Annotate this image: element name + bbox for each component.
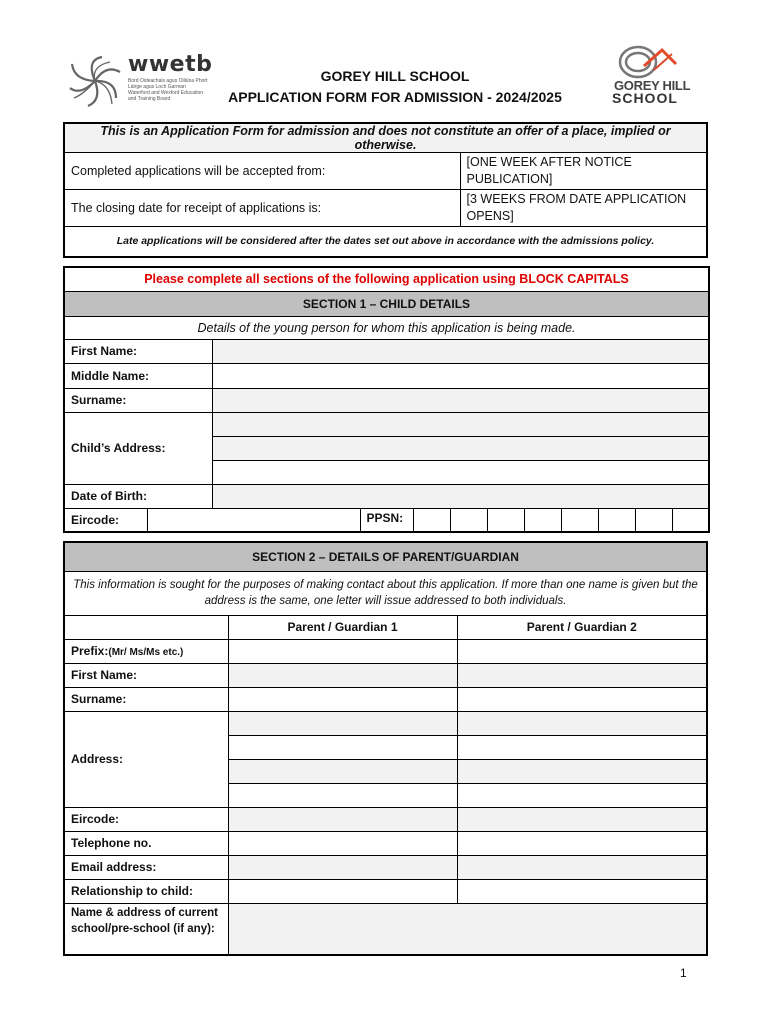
late-applications-note: Late applications will be considered after the dates set out above in accordance with the admissions policy.: [64, 227, 707, 257]
guardian1-prefix-field[interactable]: [228, 639, 457, 663]
child-eircode-field[interactable]: [147, 508, 360, 532]
telephone-label: Telephone no.: [64, 831, 228, 855]
middle-name-label: Middle Name:: [64, 363, 212, 388]
guardian2-telephone-field[interactable]: [457, 831, 707, 855]
ppsn-box[interactable]: [561, 508, 598, 532]
ppsn-label: PPSN:: [360, 508, 413, 532]
guardian2-address-line[interactable]: [457, 711, 707, 735]
section2-description: This information is sought for the purposes of making contact about this application. If more than one name is given but the address is the same, one letter will issue addressed to both individuals.: [64, 571, 707, 615]
guardian-address-label: Address:: [64, 711, 228, 807]
child-surname-field[interactable]: [212, 388, 709, 412]
section2-heading: SECTION 2 – DETAILS OF PARENT/GUARDIAN: [64, 542, 707, 571]
surname-label: Surname:: [64, 388, 212, 412]
ppsn-box[interactable]: [450, 508, 487, 532]
eircode-label: Eircode:: [64, 508, 147, 532]
guardian1-relationship-field[interactable]: [228, 879, 457, 903]
child-address-line-1[interactable]: [212, 412, 709, 436]
dob-label: Date of Birth:: [64, 484, 212, 508]
guardian1-email-field[interactable]: [228, 855, 457, 879]
guardian2-relationship-field[interactable]: [457, 879, 707, 903]
school-text: SCHOOL: [612, 90, 678, 106]
guardian2-email-field[interactable]: [457, 855, 707, 879]
guardian1-header: Parent / Guardian 1: [228, 615, 457, 639]
current-school-label: Name & address of current school/pre-school (if any):: [64, 903, 228, 955]
ppsn-box[interactable]: [672, 508, 709, 532]
wwetb-subtitle: Bord Oideachais agus Oiliúna Phort Láirge agus Loch Garman Waterford and Wexford Education and Training Board: [128, 78, 208, 102]
child-address-line-2[interactable]: [212, 436, 709, 460]
section2-table: [63, 541, 708, 956]
prefix-hint: (Mr/ Ms/Ms etc.): [108, 647, 184, 658]
child-address-line-3[interactable]: [212, 460, 709, 484]
guardian1-address-line[interactable]: [228, 783, 457, 807]
guardian1-address-line[interactable]: [228, 735, 457, 759]
guardian-eircode-label: Eircode:: [64, 807, 228, 831]
guardian1-first-name-field[interactable]: [228, 663, 457, 687]
prefix-label-text: Prefix:: [71, 644, 109, 658]
child-middle-name-field[interactable]: [212, 363, 709, 388]
intro-table: [63, 122, 708, 258]
ppsn-box[interactable]: [524, 508, 561, 532]
closing-date-value: [3 WEEKS FROM DATE APPLICATION OPENS]: [460, 190, 707, 227]
section1-description: Details of the young person for whom this application is being made.: [64, 316, 709, 339]
guardian-surname-label: Surname:: [64, 687, 228, 711]
child-address-label: Child’s Address:: [64, 412, 212, 484]
gorey-hill-text: GOREY HILL: [614, 78, 691, 93]
prefix-label: [64, 639, 228, 663]
section1-heading: SECTION 1 – CHILD DETAILS: [64, 291, 709, 316]
current-school-field[interactable]: [228, 903, 707, 955]
relationship-label: Relationship to child:: [64, 879, 228, 903]
child-first-name-field[interactable]: [212, 339, 709, 363]
title-line-2: APPLICATION FORM FOR ADMISSION - 2024/2025: [228, 89, 562, 105]
guardian1-address-line[interactable]: [228, 711, 457, 735]
guardian1-address-line[interactable]: [228, 759, 457, 783]
page-number: 1: [680, 966, 687, 980]
section1-table: [63, 266, 710, 533]
guardian2-address-line[interactable]: [457, 783, 707, 807]
guardian2-first-name-field[interactable]: [457, 663, 707, 687]
page-header: [0, 0, 770, 120]
title-line-1: GOREY HILL SCHOOL: [320, 68, 470, 84]
guardian1-eircode-field[interactable]: [228, 807, 457, 831]
guardian2-surname-field[interactable]: [457, 687, 707, 711]
closing-date-label: The closing date for receipt of applications is:: [64, 190, 460, 227]
block-capitals-instruction: Please complete all sections of the following application using BLOCK CAPITALS: [64, 267, 709, 291]
swirl-logo-icon: [66, 54, 124, 108]
child-dob-field[interactable]: [212, 484, 709, 508]
guardian2-header: Parent / Guardian 2: [457, 615, 707, 639]
ppsn-box[interactable]: [413, 508, 450, 532]
first-name-label: First Name:: [64, 339, 212, 363]
guardian1-telephone-field[interactable]: [228, 831, 457, 855]
guardian2-address-line[interactable]: [457, 735, 707, 759]
guardian2-eircode-field[interactable]: [457, 807, 707, 831]
accepted-from-label: Completed applications will be accepted from:: [64, 153, 460, 190]
ppsn-box[interactable]: [598, 508, 635, 532]
ppsn-box[interactable]: [635, 508, 672, 532]
blank-header-cell: [64, 615, 228, 639]
gorey-hill-emblem-icon: [614, 42, 680, 82]
guardian2-address-line[interactable]: [457, 759, 707, 783]
email-label: Email address:: [64, 855, 228, 879]
guardian-first-name-label: First Name:: [64, 663, 228, 687]
page-title: [180, 66, 610, 108]
guardian1-surname-field[interactable]: [228, 687, 457, 711]
gorey-hill-logo: [608, 42, 691, 108]
ppsn-box[interactable]: [487, 508, 524, 532]
disclaimer: This is an Application Form for admission and does not constitute an offer of a place, implied or otherwise.: [64, 123, 707, 153]
guardian2-prefix-field[interactable]: [457, 639, 707, 663]
wwetb-wordmark: wwetb: [128, 52, 213, 77]
accepted-from-value: [ONE WEEK AFTER NOTICE PUBLICATION]: [460, 153, 707, 190]
